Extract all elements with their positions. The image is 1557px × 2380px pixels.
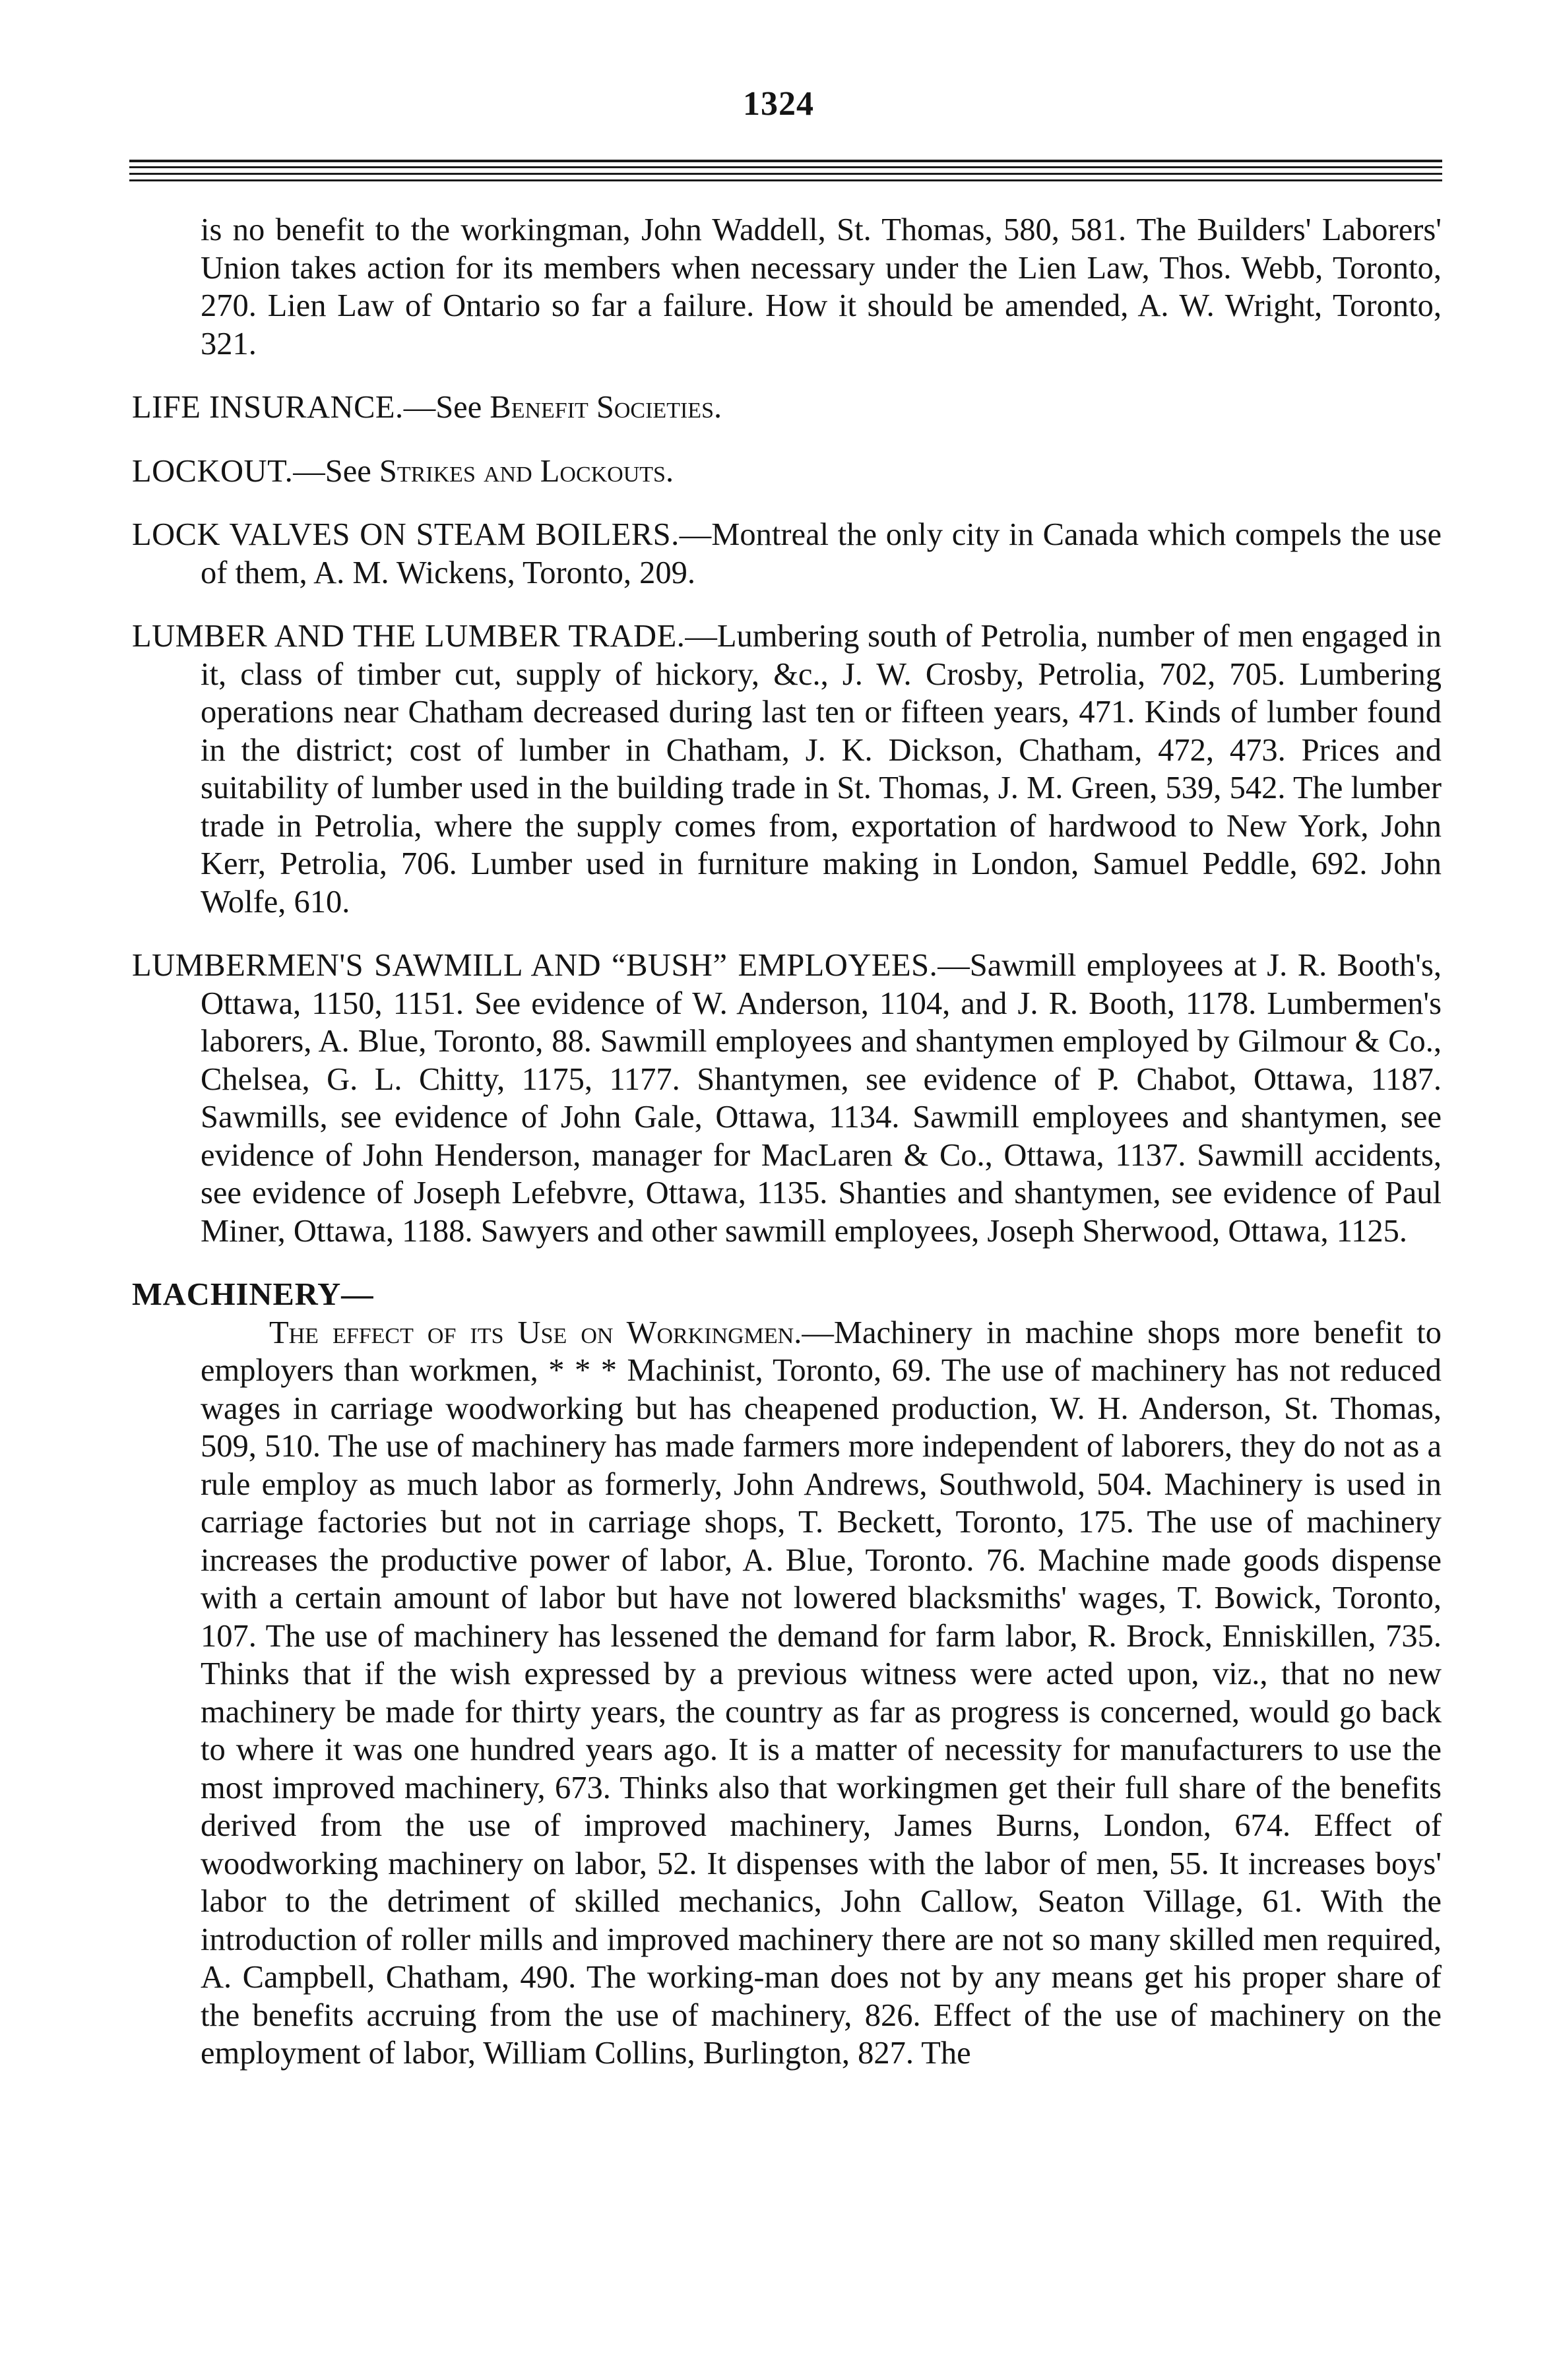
entry-text: —Sawmill employees at J. R. Booth's, Ottawa, 1150, 1151. See evidence of W. Anderson, 1104, and J. R. Booth, 1178. Lumbermen's laborers, A. Blue, Toronto, 88. Sawmill employees and shantymen employed by Gilmour & Co., Chelsea, G. L. Chitty, 1175, 1177. Shantymen, see evidence of P. Chabot, Ottawa, 1187. Sawmills, see evidence of John Gale, Ottawa, 1134. Sawmill employees and shantymen, see evidence of John Henderson, manager for MacLaren & Co., Ottawa, 1137. Sawmill accidents, see evidence of Joseph Lefebvre, Ottawa, 1135. Shanties and shantymen, see evidence of Paul Miner, Ottawa, 1188. Sawyers and other sawmill employees, Joseph Sherwood, Ottawa, 1125. bbox=[201, 948, 1442, 1249]
cross-reference: Strikes and Lockouts. bbox=[379, 453, 674, 489]
header-rule bbox=[129, 179, 1442, 181]
see-text: —See bbox=[293, 453, 379, 489]
index-entry-lockout bbox=[132, 453, 1442, 491]
index-body bbox=[132, 211, 1442, 2073]
entry-heading: LOCK VALVES ON STEAM BOILERS. bbox=[132, 517, 680, 552]
header-rule bbox=[129, 160, 1442, 162]
entry-heading: LIFE INSURANCE. bbox=[132, 390, 404, 425]
continued-entry-text: is no benefit to the workingman, John Waddell, St. Thomas, 580, 581. The Builders' Laborers' Union takes action for its members when necessary under the Lien Law, Thos. Webb, Toronto, 270. Lien Law of Ontario so far a failure. How it should be amended, A. W. Wright, Toronto, 321. bbox=[201, 212, 1442, 361]
subentry-text: —Machinery in machine shops more benefit to employers than workmen, * * * Machinist, Toronto, 69. The use of machinery has not reduced wages in carriage woodworking but has cheapened production, W. H. Anderson, St. Thomas, 509, 510. The use of machinery has made farmers more independent of laborers, they do not as a rule employ as much labor as formerly, John Andrews, Southwold, 504. Machinery is used in carriage factories but not in carriage shops, T. Beckett, Toronto, 175. The use of machinery increases the productive power of labor, A. Blue, Toronto. 76. Machine made goods dispense with a certain amount of labor but have not lowered blacksmiths' wages, T. Bowick, Toronto, 107. The use of machinery has lessened the demand for farm labor, R. Brock, Enniskillen, 735. Thinks that if the wish expressed by a previous witness were acted upon, viz., that no new machinery be made for thirty years, the country as far as progress is concerned, would go back to where it was one hundred years ago. It is a matter of necessity for manufacturers to use the most improved machinery, 673. Thinks also that workingmen get their full share of the benefits derived from the use of improved machinery, James Burns, London, 674. Effect of woodworking machinery on labor, 52. It dispenses with the labor of men, 55. It increases boys' labor to the detriment of skilled mechanics, John Callow, Seaton Village, 61. With the introduction of roller mills and improved machinery there are not so many skilled men required, A. Campbell, Chatham, 490. The working-man does not by any means get his proper share of the benefits accruing from the use of machinery, 826. Effect of the use of machinery on the employment of labor, William Collins, Burlington, 827. The bbox=[201, 1315, 1442, 2071]
entry-heading: LUMBER AND THE LUMBER TRADE. bbox=[132, 619, 685, 654]
entry-heading: LUMBERMEN'S SAWMILL AND “BUSH” EMPLOYEES. bbox=[132, 948, 938, 983]
entry-heading: LOCKOUT. bbox=[132, 453, 294, 489]
header-rule bbox=[129, 166, 1442, 168]
page-number: 1324 bbox=[743, 85, 814, 123]
cross-reference: Benefit Societies. bbox=[490, 390, 722, 425]
index-entry-lumber-trade bbox=[132, 617, 1442, 921]
machinery-subentry bbox=[132, 1314, 1442, 2073]
entry-text: —Montreal the only city in Canada which compels the use of them, A. M. Wickens, Toronto, 209. bbox=[201, 517, 1442, 590]
index-entry-lumbermen-sawmill bbox=[132, 947, 1442, 1250]
see-text: —See bbox=[403, 390, 490, 425]
entry-text: —Lumbering south of Petrolia, number of men engaged in it, class of timber cut, supply of hickory, &c., J. W. Crosby, Petrolia, 702, 705. Lumbering operations near Chatham decreased during last ten or fifteen years, 471. Kinds of lumber found in the district; cost of lumber in Chatham, J. K. Dickson, Chatham, 472, 473. Prices and suitability of lumber used in the building trade in St. Thomas, J. M. Green, 539, 542. The lumber trade in Petrolia, where the supply comes from, exportation of hardwood to New York, John Kerr, Petrolia, 706. Lumber used in furniture making in London, Samuel Peddle, 692. John Wolfe, 610. bbox=[201, 619, 1442, 920]
index-entry-life-insurance bbox=[132, 389, 1442, 427]
header-rule bbox=[129, 173, 1442, 175]
machinery-heading: MACHINERY— bbox=[132, 1277, 374, 1312]
index-entry-lock-valves bbox=[132, 516, 1442, 592]
subentry-heading: The effect of its Use on Workingmen. bbox=[269, 1315, 802, 1350]
